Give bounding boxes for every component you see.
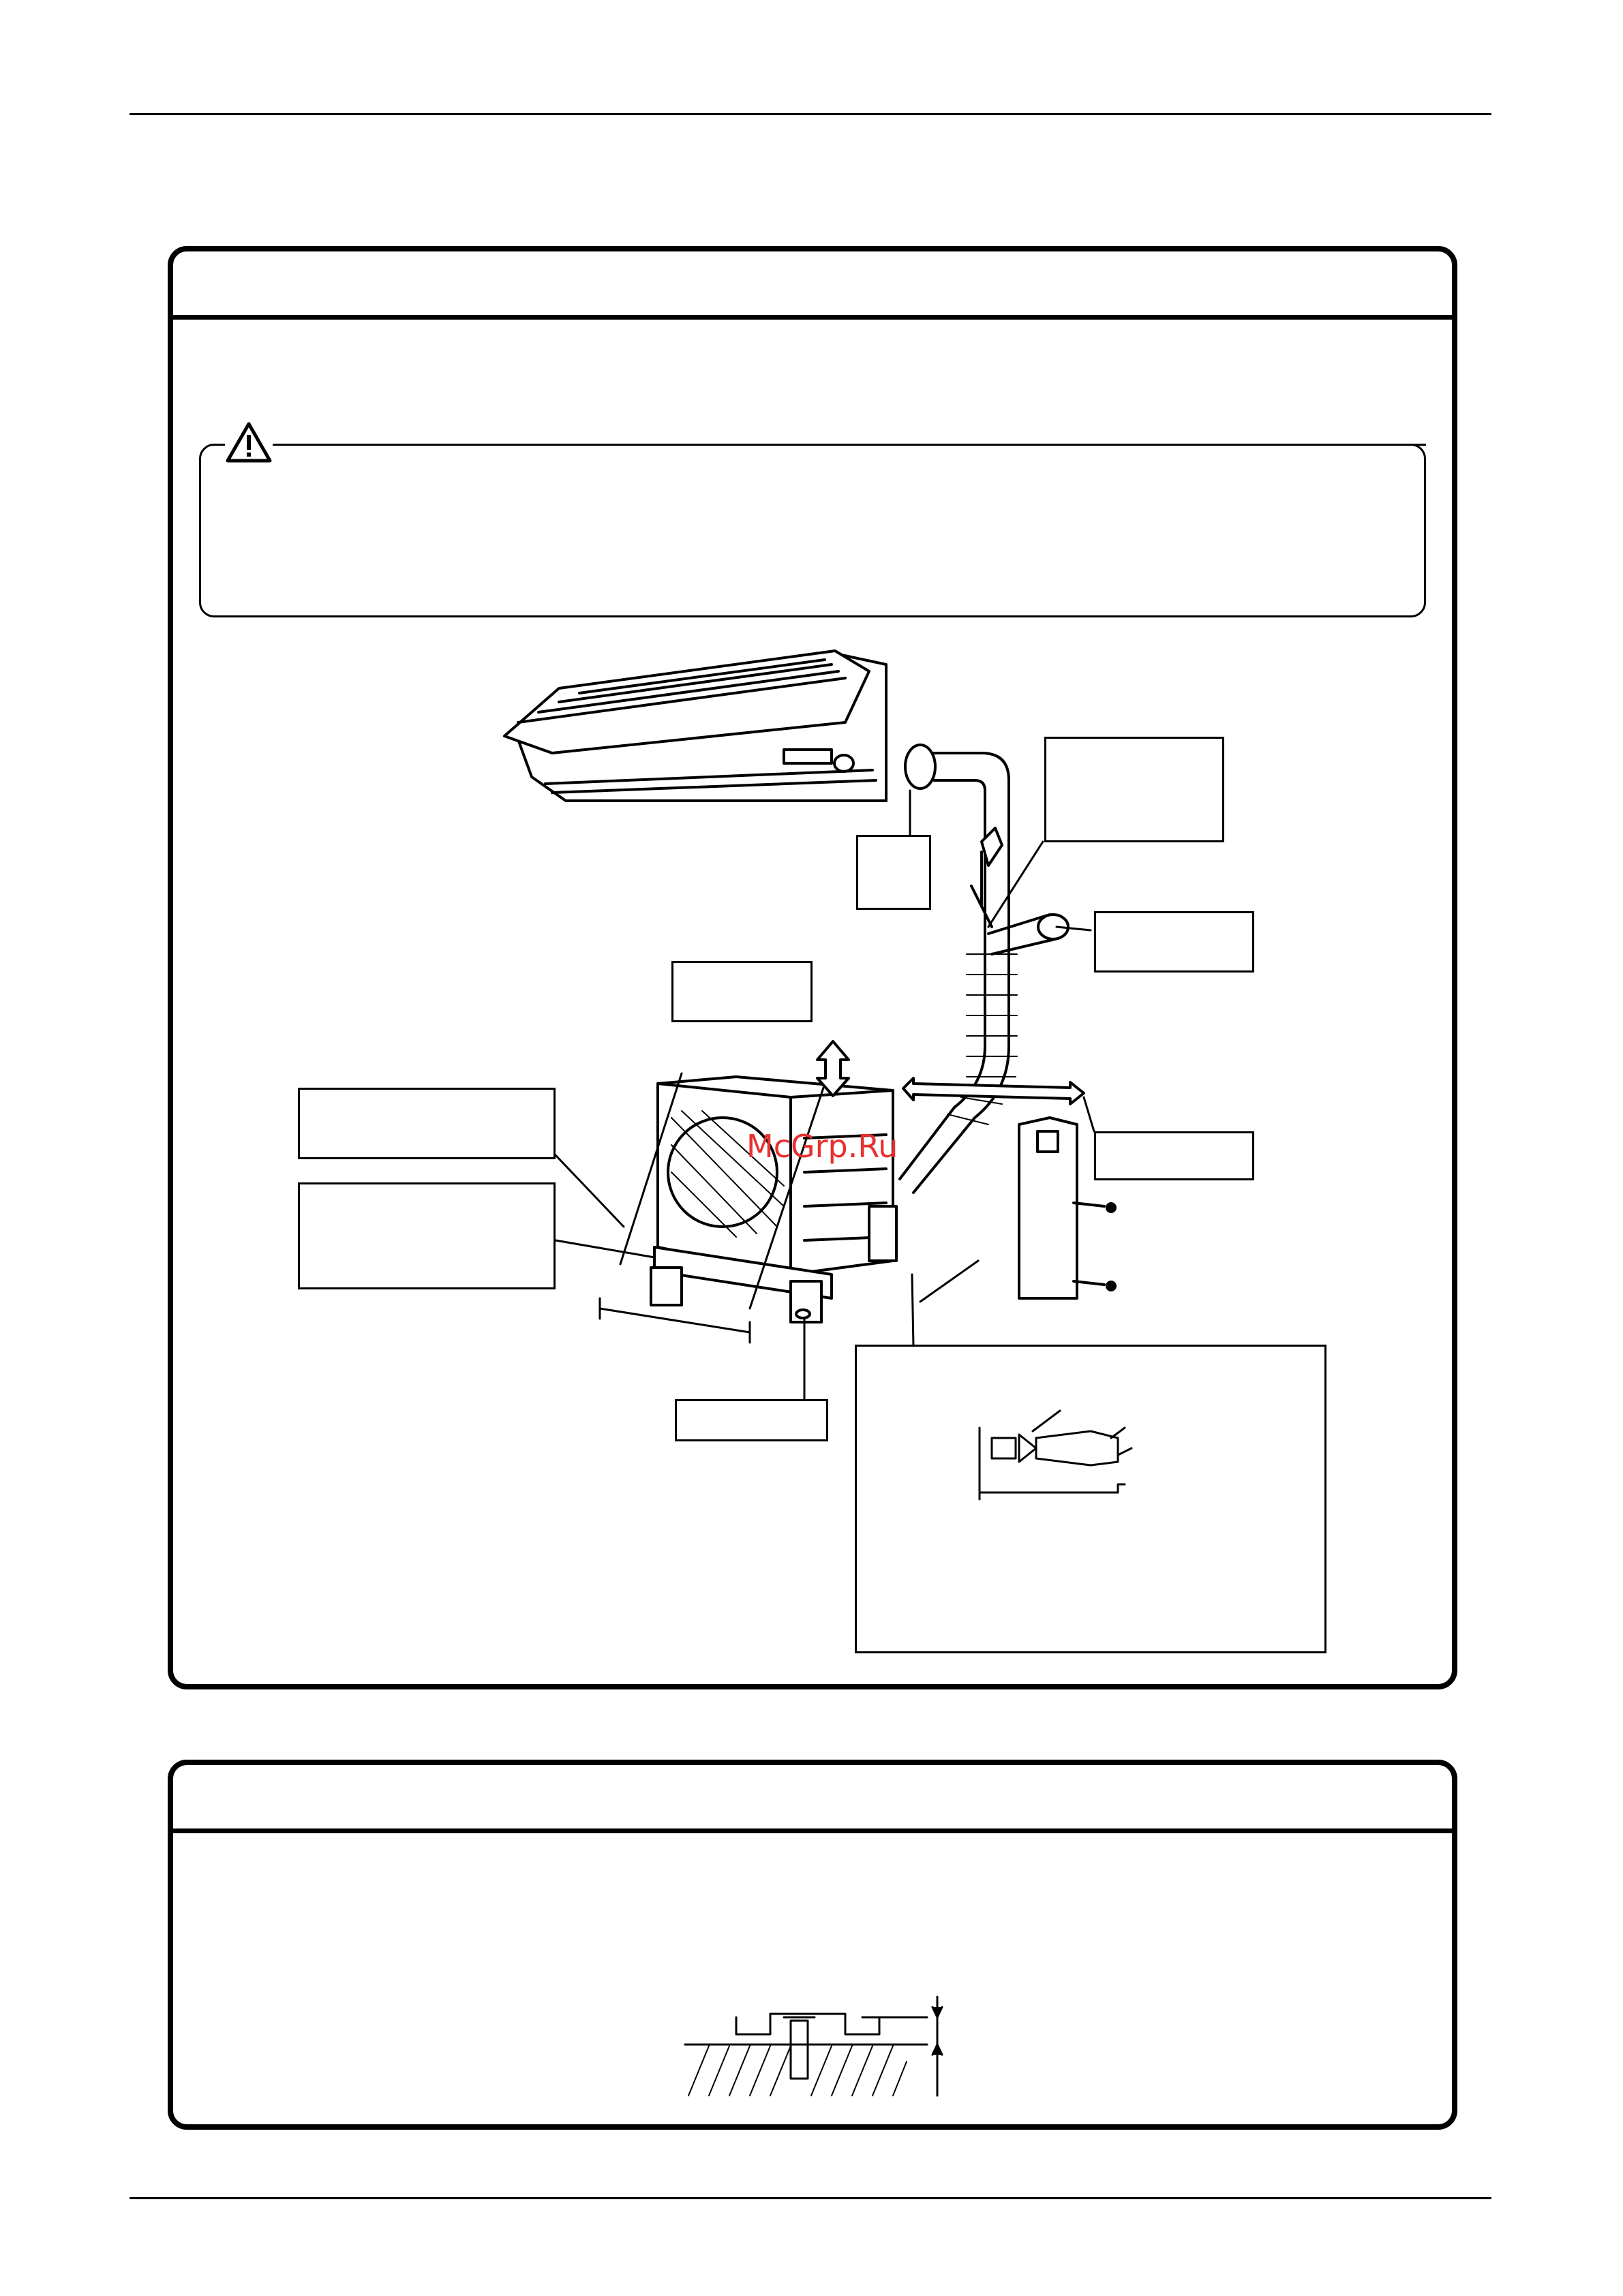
- indoor-unit: [504, 651, 886, 801]
- callout-box-drain: [298, 1088, 556, 1159]
- callout-box-clearance: [671, 961, 813, 1022]
- callout-box-base: [298, 1182, 556, 1289]
- outdoor-unit: [658, 1077, 896, 1274]
- callout-box-pipe-hole: [856, 835, 931, 910]
- foundation-panel-header-rule: [173, 1828, 1452, 1833]
- callout-box-anchor: [675, 1399, 828, 1441]
- callout-box-service-space: [1094, 1131, 1254, 1180]
- callout-box-piping: [1044, 737, 1224, 842]
- foundation-panel: [168, 1760, 1457, 2130]
- watermark: McGrp.Ru: [746, 1128, 898, 1165]
- detail-inset-box: [855, 1345, 1326, 1653]
- callout-box-insulation: [1094, 911, 1254, 973]
